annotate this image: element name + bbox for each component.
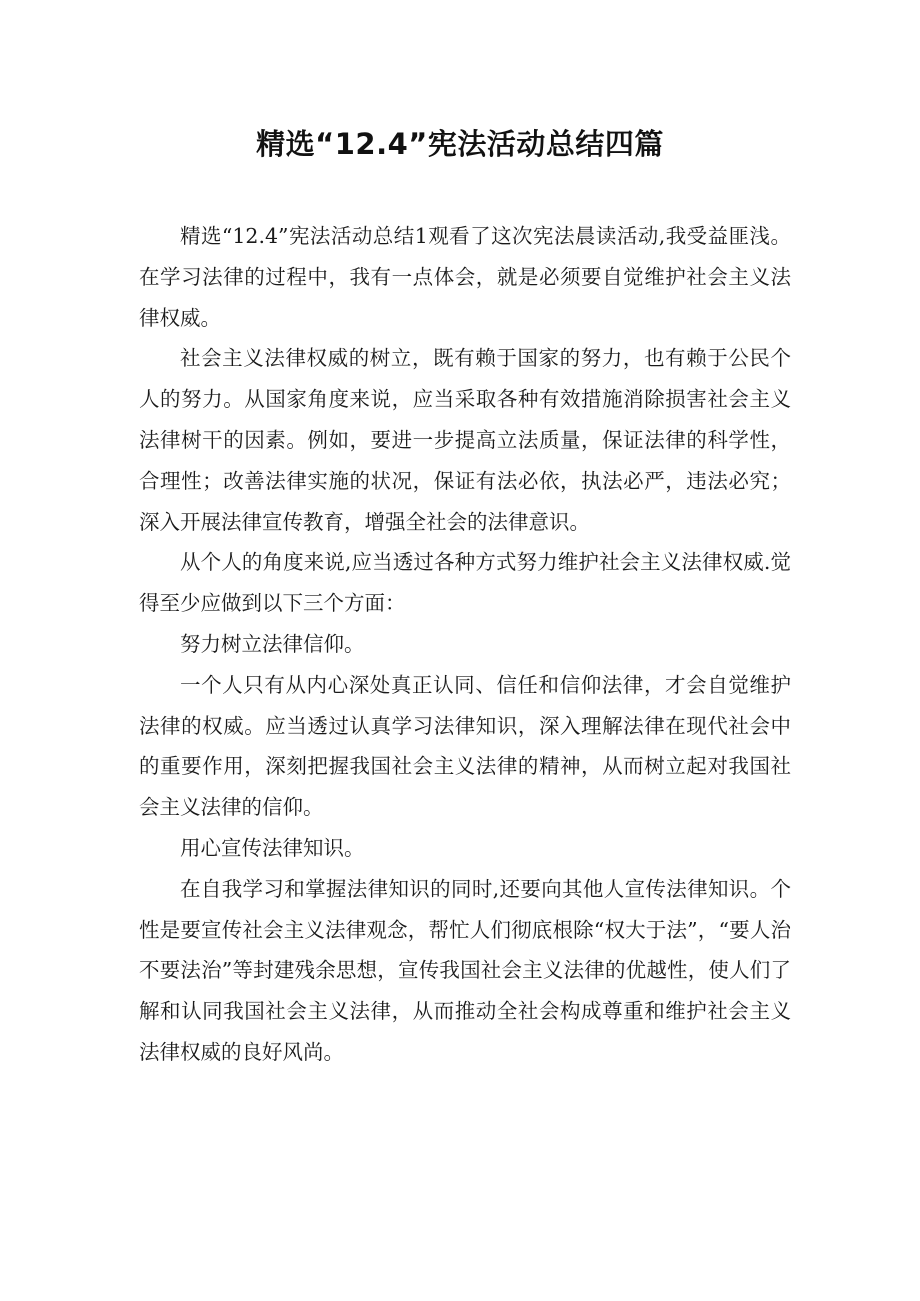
paragraph-5: 一个人只有从内心深处真正认同、信任和信仰法律，才会自觉维护法律的权威。应当透过认真学习法律知识，深入理解法律在现代社会中的重要作用，深刻把握我国社会主义法律的精神，从而树立起对我国社会主义法律的信仰。 (139, 672, 791, 820)
document-title: 精选“12.4”宪法活动总结四篇 (256, 127, 664, 161)
paragraph-6-heading: 用心宣传法律知识。 (180, 835, 365, 860)
document-body (139, 216, 791, 1073)
paragraph-3: 从个人的角度来说,应当透过各种方式努力维护社会主义法律权威.觉得至少应做到以下三个方面： (139, 550, 791, 616)
paragraph-2: 社会主义法律权威的树立，既有赖于国家的努力，也有赖于公民个人的努力。从国家角度来说，应当采取各种有效措施消除损害社会主义法律树干的因素。例如，要进一步提高立法质量，保证法律的科学性，合理性；改善法律实施的状况，保证有法必依，执法必严，违法必究；深入开展法律宣传教育，增强全社会的法律意识。 (139, 346, 791, 534)
paragraph-4-heading: 努力树立法律信仰。 (180, 631, 365, 656)
paragraph-1: 精选“12.4”宪法活动总结1观看了这次宪法晨读活动,我受益匪浅。在学习法律的过程中，我有一点体会，就是必须要自觉维护社会主义法律权威。 (139, 224, 791, 330)
paragraph-7: 在自我学习和掌握法律知识的同时,还要向其他人宣传法律知识。个性是要宣传社会主义法律观念，帮忙人们彻底根除“权大于法”，“要人治不要法治”等封建残余思想，宣传我国社会主义法律的优越性，使人们了解和认同我国社会主义法律，从而推动全社会构成尊重和维护社会主义法律权威的良好风尚。 (139, 876, 791, 1064)
